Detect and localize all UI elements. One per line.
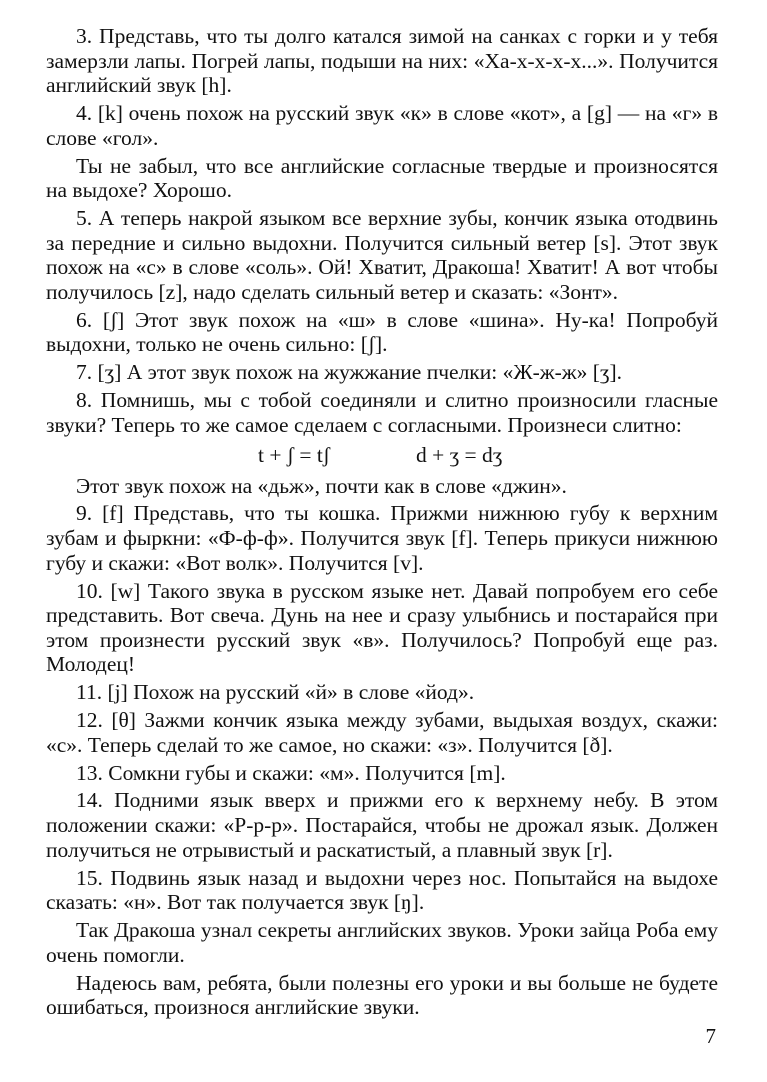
formula-line [46,441,718,471]
paragraph-7-zh: 7. [ʒ] А этот звук похож на жужжание пчелки: «Ж-ж-ж» [ʒ]. [76,360,623,385]
paragraph-5-s-z: 5. А теперь накрой языком все верхние зубы, кончик языка отодвинь за передние и сильно выдохни. Получится сильный ветер [s]. Этот звук похож на «с» в слове «соль». Ой! Хватит, Дракоша! Хватит! А вот чтобы получилось [z], надо сделать сильный ветер и сказать: «Зонт». [46,206,718,304]
paragraph-conclusion: Так Дракоша узнал секреты английских звуков. Уроки зайца Роба ему очень помогли. [46,918,718,967]
paragraph-13-m: 13. Сомкни губы и скажи: «м». Получится [m]. [76,760,506,785]
paragraph-6-sh: 6. [ʃ] Этот звук похож на «ш» в слове «шина». Ну-ка! Попробуй выдохни, только не очень сильно: [ʃ]. [46,307,718,357]
paragraph-9-f-v: 9. [f] Представь, что ты кошка. Прижми нижнюю губу к верхним зубам и фыркни: «Ф-ф-ф». Получится звук [f]. Теперь прикуси нижнюю губу и скажи: «Вот волк». Получится [v]. [46,501,718,575]
paragraph-14-r: 14. Подними язык вверх и прижми его к верхнему небу. В этом положении скажи: «Р-р-р». Постарайся, чтобы не дрожал язык. Должен получиться не отрывистый и раскатистый, а плавный звук [r]. [46,788,718,862]
paragraph-djin: Этот звук похож на «дьж», почти как в слове «джин». [76,473,567,498]
paragraph-reminder: Ты не забыл, что все английские согласные твердые и произносятся на выдохе? Хорошо. [46,153,718,203]
formula-dzh: d + ʒ = dʒ [416,442,503,467]
formula-tsh: t + ʃ = tʃ [258,442,331,467]
paragraph-15-ng: 15. Подвинь язык назад и выдохни через нос. Попытайся на выдохе сказать: «н». Вот так получается звук [ŋ]. [46,865,718,915]
paragraph-12-th: 12. [θ] Зажми кончик языка между зубами, выдыхая воздух, скажи: «с». Теперь сделай то же самое, но скажи: «з». Получится [ð]. [46,708,718,757]
paragraph-4-k-g: 4. [k] очень похож на русский звук «к» в слове «кот», а [g] — на «г» в слове «гол». [46,101,718,150]
paragraph-10-w: 10. [w] Такого звука в русском языке нет. Давай попробуем его себе представить. Вот свеча. Дунь на нее и сразу улыбнись и постарайся при этом произнести русский звук «в». Получилось? Попробуй еще раз. Молодец! [46,578,718,677]
paragraph-8-combine: 8. Помнишь, мы с тобой соединяли и слитно произносили гласные звуки? Теперь то же самое сделаем с согласными. Произнеси слитно: [46,388,718,437]
document-page [46,24,718,1023]
paragraph-3-h: 3. Представь, что ты долго катался зимой на санках с горки и у тебя замерзли лапы. Погрей лапы, подыши на них: «Ха-х-х-х-х...». Получится английский звук [h]. [46,24,718,98]
page-number: 7 [705,1024,716,1048]
paragraph-11-j: 11. [j] Похож на русский «й» в слове «йод». [76,680,475,705]
paragraph-closing: Надеюсь вам, ребята, были полезны его уроки и вы больше не будете ошибаться, произнося английские звуки. [46,970,718,1020]
